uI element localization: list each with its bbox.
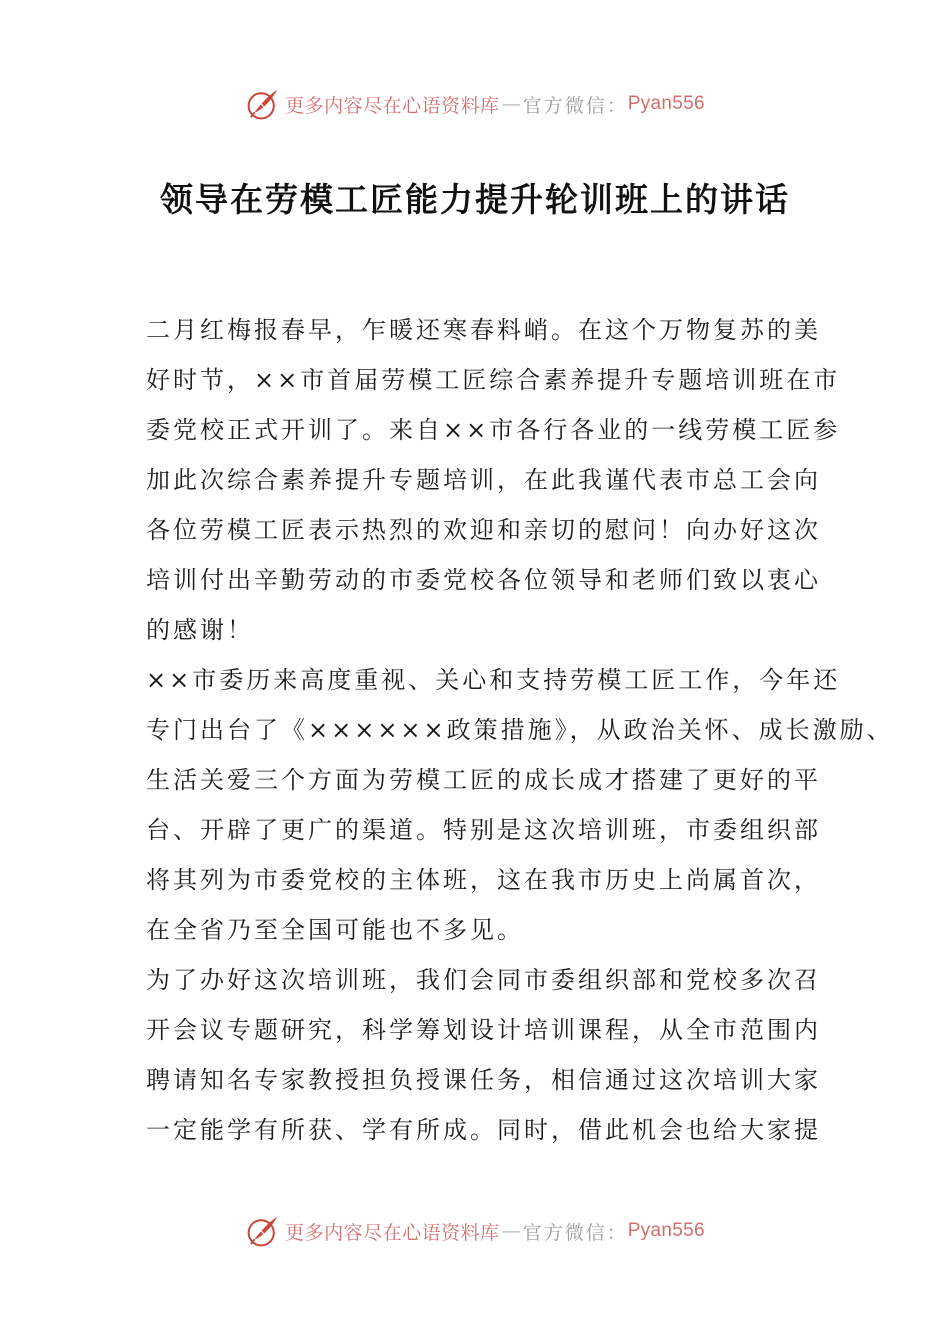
body-line: 一定能学有所获、学有所成。同时，借此机会也给大家提 [146, 1116, 821, 1144]
banner-wechat-id: Pyan556 [627, 93, 705, 114]
body-line: 聘请知名专家教授担负授课任务，相信通过这次培训大家 [146, 1066, 821, 1094]
banner-dash: — [501, 93, 521, 115]
footer-banner [0, 1211, 950, 1251]
banner-dash: — [501, 1220, 521, 1242]
header-banner [0, 84, 950, 124]
body-line: 加此次综合素养提升专题培训，在此我谨代表市总工会向 [146, 466, 821, 494]
document-body [146, 305, 894, 1155]
banner-wechat-id: Pyan556 [627, 1220, 705, 1241]
body-line: 各位劳模工匠表示热烈的欢迎和亲切的慰问！向办好这次 [146, 516, 821, 544]
body-line: 开会议专题研究，科学筹划设计培训课程，从全市范围内 [146, 1016, 821, 1044]
body-line: 专门出台了《××××××政策措施》，从政治关怀、成长激励、 [146, 716, 894, 744]
body-line: 的感谢！ [146, 616, 254, 644]
body-line: 为了办好这次培训班，我们会同市委组织部和党校多次召 [146, 966, 821, 994]
body-line: ××市委历来高度重视、关心和支持劳模工匠工作，今年还 [146, 666, 841, 694]
banner-site-name: 更多内容尽在心语资料库 [285, 94, 500, 117]
body-line: 将其列为市委党校的主体班，这在我市历史上尚属首次， [146, 866, 821, 894]
banner-wechat-label: 官方微信： [522, 1221, 628, 1244]
body-line: 生活关爱三个方面为劳模工匠的成长成才搭建了更好的平 [146, 766, 821, 794]
document-title: 领导在劳模工匠能力提升轮训班上的讲话 [160, 180, 790, 219]
banner-wechat-label: 官方微信： [522, 94, 628, 117]
quill-logo-icon [245, 1213, 281, 1249]
banner-site-name: 更多内容尽在心语资料库 [285, 1221, 500, 1244]
quill-logo-icon [245, 86, 281, 122]
body-line: 二月红梅报春早，乍暖还寒春料峭。在这个万物复苏的美 [146, 316, 821, 344]
body-line: 在全省乃至全国可能也不多见。 [146, 916, 524, 944]
body-line: 培训付出辛勤劳动的市委党校各位领导和老师们致以衷心 [146, 566, 821, 594]
body-line: 委党校正式开训了。来自××市各行各业的一线劳模工匠参 [146, 416, 841, 444]
body-line: 台、开辟了更广的渠道。特别是这次培训班，市委组织部 [146, 816, 821, 844]
body-line: 好时节，××市首届劳模工匠综合素养提升专题培训班在市 [146, 366, 841, 394]
